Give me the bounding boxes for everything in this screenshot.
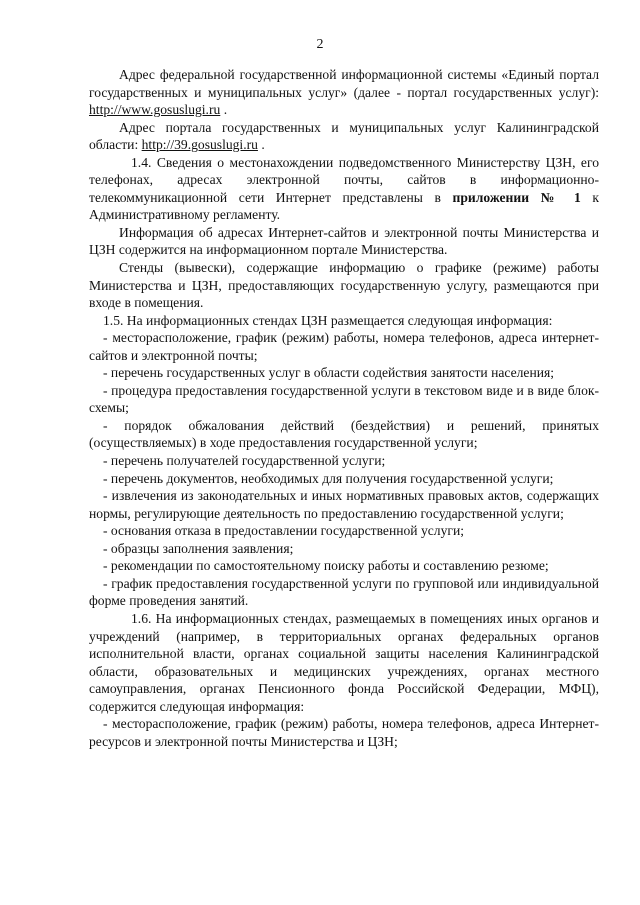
regional-portal-text: Адрес портала государственных и муниципальных услуг Калининградской области: xyxy=(89,119,599,153)
list-item-documents: - перечень документов, необходимых для получения государственной услуги; xyxy=(103,470,554,486)
list-item-appeal: - порядок обжалования действий (бездействия) и решений, принятых (осуществляемых) в ходе предоставления государственной услуги; xyxy=(89,417,599,451)
page-number: 2 xyxy=(316,37,324,52)
federal-portal-tail: . xyxy=(220,102,228,118)
regional-portal-tail: . xyxy=(257,137,265,153)
list-item-refusal-grounds: - основания отказа в предоставлении государственной услуги; xyxy=(103,523,464,539)
paragraph-regional-portal xyxy=(89,119,599,154)
list-item-location-ministry: - месторасположение, график (режим) работы, номера телефонов, адреса Интернет-ресурсов и электронной почты Министерства и ЦЗН; xyxy=(89,716,599,749)
list-item-services: - перечень государственных услуг в области содействия занятости населения; xyxy=(103,365,555,381)
list-item-job-search: - рекомендации по самостоятельному поиску работы и составлению резюме; xyxy=(103,558,549,574)
list-item-form-samples: - образцы заполнения заявления; xyxy=(103,540,294,556)
list-item-schedule: - график предоставления государственной услуги по групповой или индивидуальной форме проведения занятий. xyxy=(89,575,599,609)
list-item-legislation: - извлечения из законодательных и иных нормативных правовых актов, содержащих нормы, регулирующие деятельность по предоставлению государственной услуги; xyxy=(89,488,599,521)
appendix-reference: приложении № 1 xyxy=(452,189,581,205)
list-item-recipients: - перечень получателей государственной услуги; xyxy=(103,453,386,469)
federal-portal-link[interactable]: http://www.gosuslugi.ru xyxy=(89,102,221,118)
section-1-4-tail: к Административному регламенту. xyxy=(89,189,599,223)
list-item-location: - месторасположение, график (режим) работы, номера телефонов, адреса интернет-сайтов и электронной почты; xyxy=(89,330,599,363)
paragraph-federal-portal xyxy=(89,66,599,119)
paragraph-internet-info: Информация об адресах Интернет-сайтов и электронной почты Министерства и ЦЗН содержится на информационном портале Министерства. xyxy=(89,224,599,258)
document-body xyxy=(89,66,599,750)
list-item-procedure: - процедура предоставления государственной услуги в текстовом виде и в виде блок-схемы; xyxy=(89,382,599,416)
paragraph-stands-info: Стенды (вывески), содержащие информацию о графике (режиме) работы Министерства и ЦЗН, предоставляющих государственную услугу, размещаются при входе в помещения. xyxy=(89,260,599,311)
section-1-5-heading: 1.5. На информационных стендах ЦЗН размещается следующая информация: xyxy=(103,312,553,328)
regional-portal-link[interactable]: http://39.gosuslugi.ru xyxy=(141,137,258,153)
paragraph-1-4 xyxy=(89,154,599,224)
federal-portal-text: Адрес федеральной государственной информационной системы «Единый портал государственных и муниципальных услуг» (далее - портал государственных услуг): xyxy=(89,67,599,100)
section-1-4-text: 1.4. Сведения о местонахождении подведомственного Министерству ЦЗН, его телефонах, адресах электронной почты, сайтов в информационно-телекоммуникационной сети Интернет представлены в xyxy=(89,154,599,205)
paragraph-1-6: 1.6. На информационных стендах, размещаемых в помещениях иных органов и учреждений (например, в территориальных органах федеральных органов исполнительной власти, органах социальной защиты населения Калининградской области, образовательных и медицинских учреждениях, органах местного самоуправления, органах Пенсионного фонда Российской Федерации, МФЦ), содержится следующая информация: xyxy=(89,610,599,714)
